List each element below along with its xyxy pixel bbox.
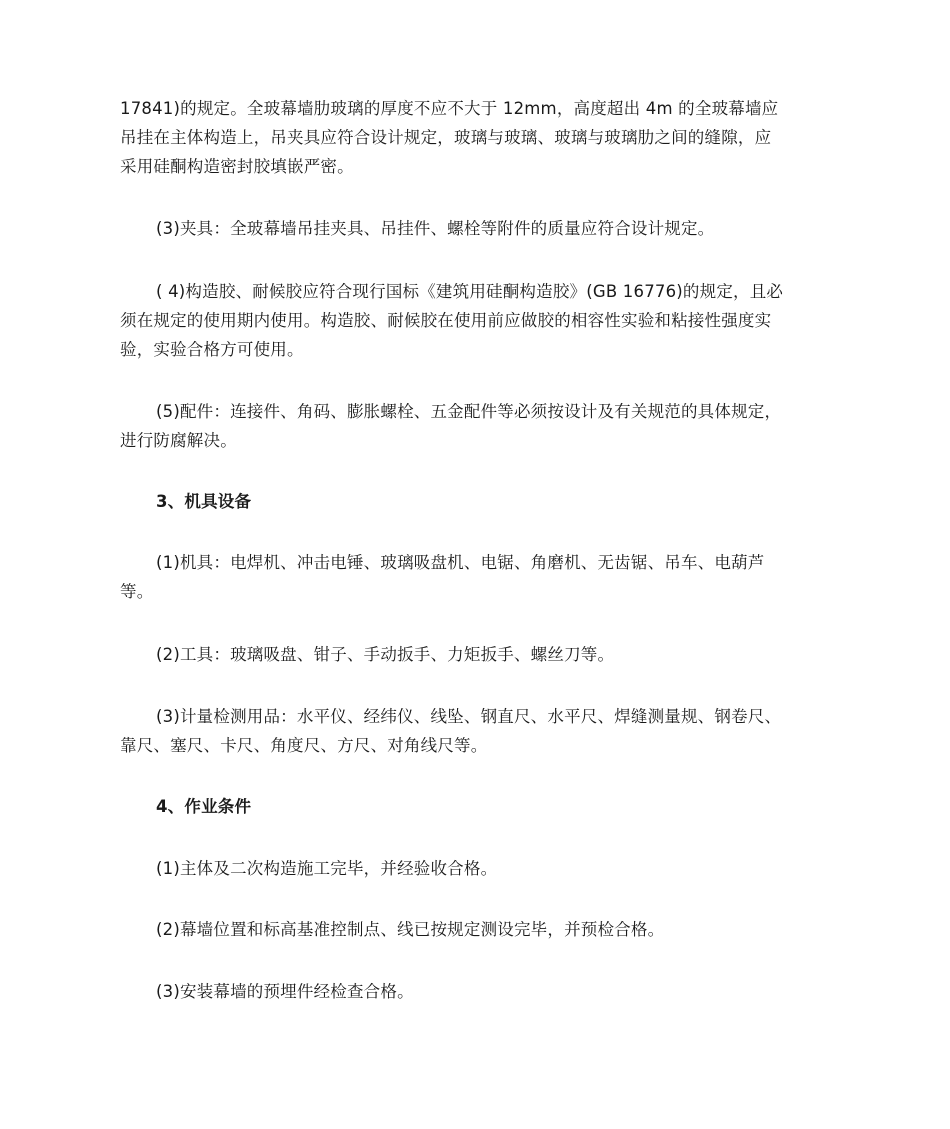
text-line: (2)幕墙位置和标高基准控制点、线已按规定测设完毕，并预检合格。 — [156, 920, 665, 939]
text-line: 17841)的规定。全玻幕墙肋玻璃的厚度不应不大于 12mm，高度超出 4m 的全玻幕墙应 — [120, 99, 779, 118]
paragraph-tools — [120, 640, 840, 669]
paragraph-structural-sealant — [120, 277, 840, 364]
text-line: 吊挂在主体构造上，吊夹具应符合设计规定，玻璃与玻璃、玻璃与玻璃肋之间的缝隙，应 — [120, 128, 772, 147]
paragraph-condition-1 — [120, 854, 840, 883]
text-line: 验，实验合格方可使用。 — [120, 340, 304, 359]
text-line: (1)机具：电焊机、冲击电锤、玻璃吸盘机、电锯、角磨机、无齿锯、吊车、电葫芦 — [156, 553, 765, 572]
text-line: (1)主体及二次构造施工完毕，并经验收合格。 — [156, 859, 498, 878]
text-line: 采用硅酮构造密封胶填嵌严密。 — [120, 157, 354, 176]
paragraph-fittings — [120, 397, 840, 455]
text-line: (3)计量检测用品：水平仪、经纬仪、线坠、钢直尺、水平尺、焊缝测量规、钢卷尺、 — [156, 707, 782, 726]
text-line: 等。 — [120, 582, 154, 601]
paragraph-glass-rib-thickness — [120, 94, 840, 181]
section-heading-work-conditions — [120, 792, 840, 821]
paragraph-machines — [120, 548, 840, 606]
paragraph-measuring-instruments — [120, 702, 840, 760]
paragraph-condition-2 — [120, 915, 840, 944]
paragraph-condition-3 — [120, 977, 840, 1006]
heading-text: 3、机具设备 — [156, 492, 252, 511]
text-line: 靠尺、塞尺、卡尺、角度尺、方尺、对角线尺等。 — [120, 736, 488, 755]
text-line: ( 4)构造胶、耐候胶应符合现行国标《建筑用硅酮构造胶》(GB 16776)的规定，且必 — [156, 282, 784, 301]
text-line: 须在规定的使用期内使用。构造胶、耐候胶在使用前应做胶的相容性实验和粘接性强度实 — [120, 311, 772, 330]
text-line: (5)配件：连接件、角码、膨胀螺栓、五金配件等必须按设计及有关规范的具体规定， — [156, 402, 782, 421]
heading-text: 4、作业条件 — [156, 797, 252, 816]
text-line: 进行防腐解决。 — [120, 431, 237, 450]
paragraph-clamps — [120, 214, 840, 243]
text-line: (3)夹具：全玻幕墙吊挂夹具、吊挂件、螺栓等附件的质量应符合设计规定。 — [156, 219, 715, 238]
text-line: (2)工具：玻璃吸盘、钳子、手动扳手、力矩扳手、螺丝刀等。 — [156, 645, 615, 664]
section-heading-equipment — [120, 487, 840, 516]
text-line: (3)安装幕墙的预埋件经检查合格。 — [156, 982, 414, 1001]
